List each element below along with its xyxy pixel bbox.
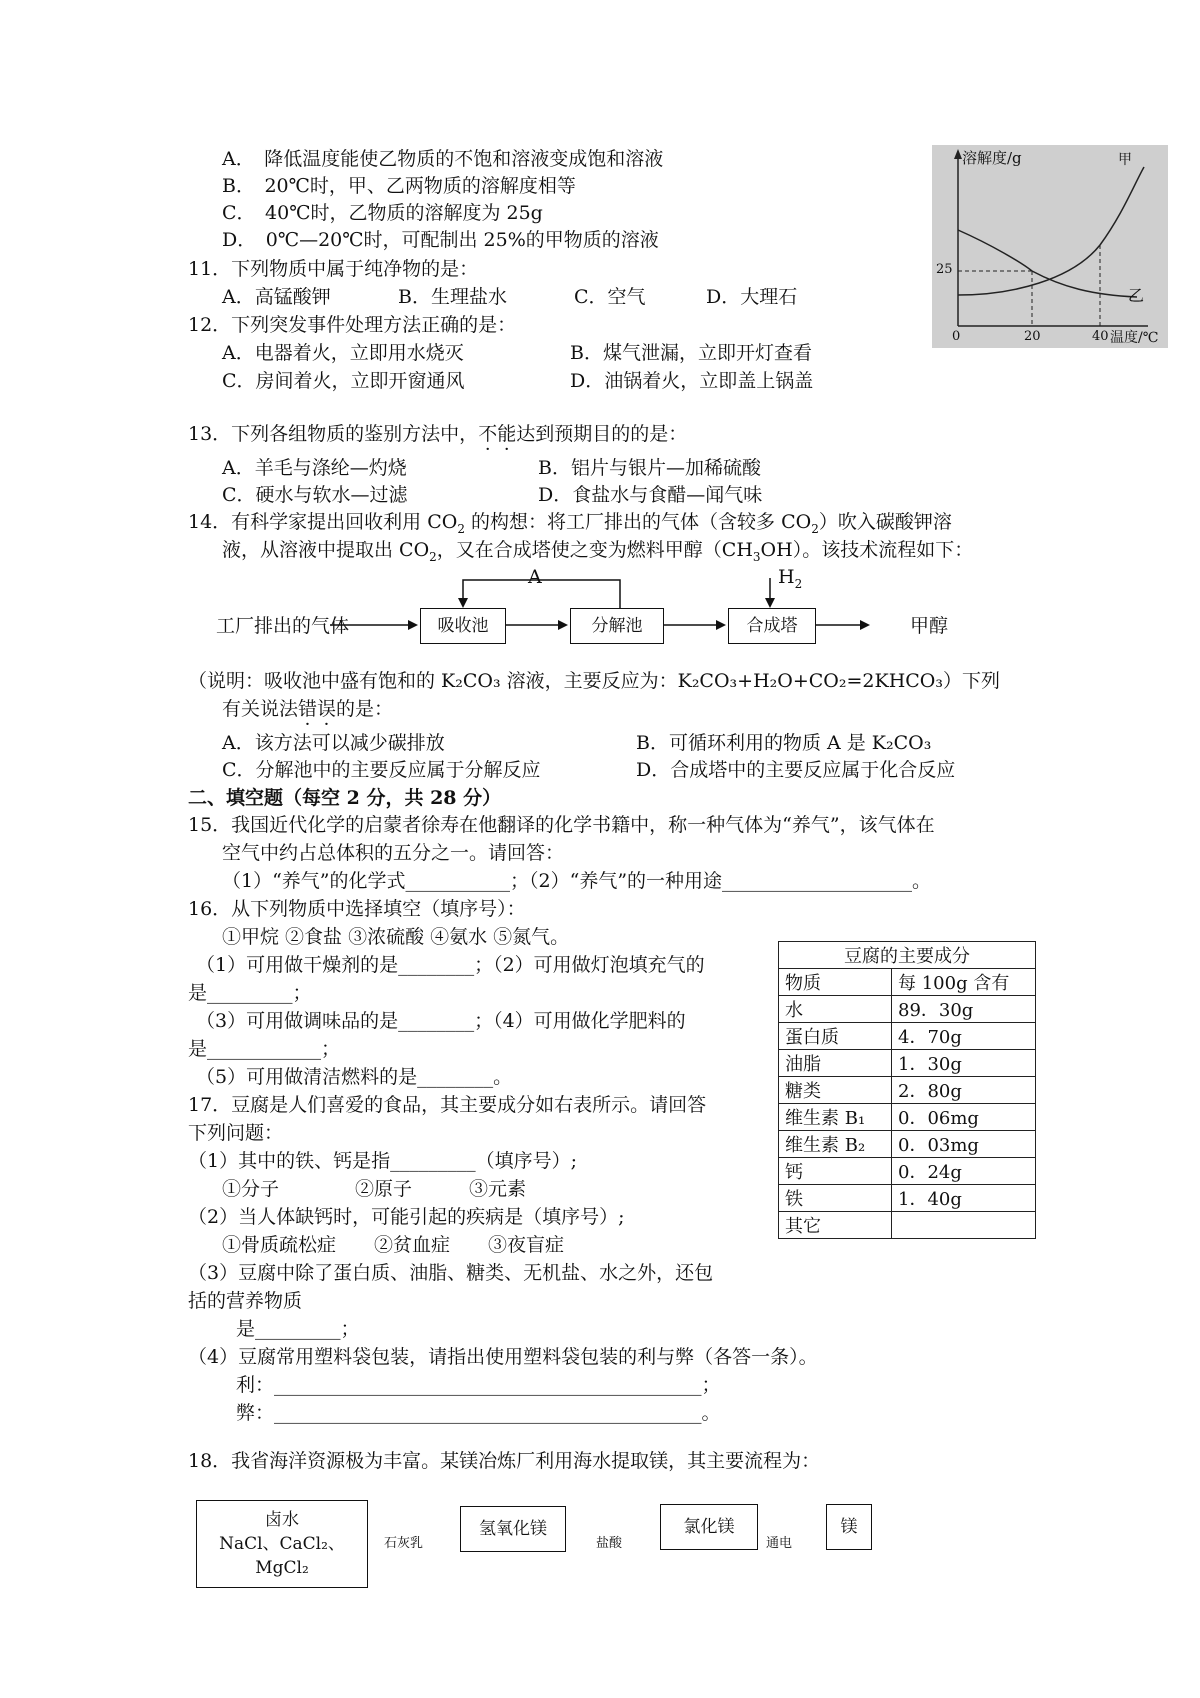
q11-option-b: B．生理盐水 <box>398 286 507 308</box>
table-row: 油脂 1．30g <box>779 1050 1036 1077</box>
q17-line10: （4）豆腐常用塑料袋包装，请指出使用塑料袋包装的利与弊（各答一条）。 <box>188 1346 818 1368</box>
q12-option-b: B．煤气泄漏，立即开灯查看 <box>570 342 812 364</box>
q16-line1: （1）可用做干燥剂的是________；（2）可用做灯泡填充气的 <box>196 954 705 976</box>
curve-jia <box>958 167 1144 295</box>
q12-option-c: C．房间着火，立即开窗通风 <box>222 370 465 392</box>
q18-box-mg: 镁 <box>826 1504 872 1550</box>
q17-line4: ①分子 ②原子 ③元素 <box>222 1178 527 1200</box>
q18-box-mgcl2: 氯化镁 <box>660 1504 758 1550</box>
flow-recycle-label: A <box>528 566 542 588</box>
table-row: 水 89．30g <box>779 996 1036 1023</box>
q17-line1: 17．豆腐是人们喜爱的食品，其主要成分如右表所示。请回答 <box>188 1094 707 1116</box>
q13-stem: 13．下列各组物质的鉴别方法中，不能达到预期目的的是： <box>188 423 688 445</box>
q15-line3: （1）“养气”的化学式___________；（2）“养气”的一种用途____________________。 <box>222 870 932 892</box>
graph-xtick-20: 20 <box>1024 329 1041 344</box>
q12-stem: 12．下列突发事件处理方法正确的是： <box>188 314 517 336</box>
q10-option-b: B． 20℃时，甲、乙两物质的溶解度相等 <box>222 175 576 197</box>
q17-line2: 下列问题： <box>188 1122 284 1144</box>
q10-option-d: D． 0℃—20℃时，可配制出 25%的甲物质的溶液 <box>222 229 659 251</box>
q15-line2: 空气中约占总体积的五分之一。请回答： <box>222 842 565 864</box>
table-row: 其它 <box>779 1212 1036 1239</box>
solubility-graph <box>932 145 1168 348</box>
y-axis-arrow <box>954 149 962 159</box>
q17-line5: （2）当人体缺钙时，可能引起的疾病是（填序号）; <box>188 1206 625 1228</box>
q16-line2: 是_________； <box>188 982 312 1004</box>
brine-line2: NaCl、CaCl₂、 <box>219 1534 345 1554</box>
q14-note1: （说明：吸收池中盛有饱和的 K₂CO₃ 溶液，主要反应为：K₂CO₃+H₂O+CO₂=2KHCO₃）下列 <box>188 670 1001 692</box>
flow-source: 工厂排出的气体 <box>216 615 350 637</box>
graph-xtick-0: 0 <box>952 329 961 344</box>
q16-line5: （5）可用做清洁燃料的是________。 <box>196 1066 513 1088</box>
q16-line3: （3）可用做调味品的是________；（4）可用做化学肥料的 <box>196 1010 686 1032</box>
q10-option-c: C． 40℃时，乙物质的溶解度为 25g <box>222 202 543 224</box>
table-row: 蛋白质 4．70g <box>779 1023 1036 1050</box>
brine-line3: MgCl₂ <box>255 1558 309 1578</box>
q17-line12: 弊：_____________________________________________。 <box>236 1402 721 1424</box>
graph-xtick-40: 40 <box>1092 329 1109 344</box>
table-row: 维生素 B₂ 0．03mg <box>779 1131 1036 1158</box>
q18-arrow-label-electrolysis: 通电 <box>766 1536 793 1551</box>
q17-line8: 括的营养物质 <box>188 1290 303 1312</box>
q16-items: ①甲烷 ②食盐 ③浓硫酸 ④氨水 ⑤氮气。 <box>222 926 570 948</box>
q10-option-a: A． 降低温度能使乙物质的不饱和溶液变成饱和溶液 <box>222 148 664 170</box>
q13-option-c: C．硬水与软水—过滤 <box>222 484 408 506</box>
q17-line11: 利：_____________________________________________； <box>236 1374 721 1396</box>
q17-line7: （3）豆腐中除了蛋白质、油脂、糖类、无机盐、水之外，还包 <box>188 1262 714 1284</box>
table-row: 维生素 B₁ 0．06mg <box>779 1104 1036 1131</box>
q17-line3: （1）其中的铁、钙是指_________（填序号）; <box>188 1150 577 1172</box>
q14-option-a: A．该方法可以减少碳排放 <box>222 732 445 754</box>
q12-option-d: D．油锅着火，立即盖上锅盖 <box>570 370 814 392</box>
q14-note2: 有关说法错误的是： <box>222 698 394 720</box>
table-row: 铁 1．40g <box>779 1185 1036 1212</box>
q14-option-b: B．可循环利用的物质 A 是 K₂CO₃ <box>636 732 932 754</box>
q13-option-b: B．铝片与银片—加稀硫酸 <box>538 457 761 479</box>
q11-stem: 11．下列物质中属于纯净物的是： <box>188 258 479 280</box>
q18-arrow-label-hcl: 盐酸 <box>596 1536 623 1551</box>
table-row: 糖类 2．80g <box>779 1077 1036 1104</box>
graph-xlabel: 温度/℃ <box>1110 330 1159 346</box>
q14-line1: 14．有科学家提出回收利用 $CO_2$ 的构想：将工厂排出的气体（含较多 $CO_2$）吹入碳酸钾溶 <box>188 511 952 536</box>
q13-option-a: A．羊毛与涤纶—灼烧 <box>222 457 407 479</box>
flow-product: 甲醇 <box>910 615 949 637</box>
q12-option-a: A．电器着火，立即用水烧灭 <box>222 342 464 364</box>
q14-option-c: C．分解池中的主要反应属于分解反应 <box>222 759 541 781</box>
curve-yi <box>958 230 1137 297</box>
q11-option-d: D．大理石 <box>706 286 798 308</box>
graph-curve-yi-label: 乙 <box>1128 286 1145 305</box>
graph-curve-jia-label: 甲 <box>1118 152 1132 168</box>
tofu-composition-table <box>778 941 1036 1239</box>
table-header-cell: 物质 <box>779 969 892 996</box>
graph-ylabel: 溶解度/g <box>962 149 1022 167</box>
q16-line4: 是____________； <box>188 1038 341 1060</box>
q18-arrow-label-limemilk: 石灰乳 <box>384 1536 424 1551</box>
q16-stem: 16．从下列物质中选择填空（填序号）： <box>188 898 526 920</box>
q15-line1: 15．我国近代化学的启蒙者徐寿在他翻译的化学书籍中，称一种气体为“养气”，该气体在 <box>188 814 935 836</box>
q14-option-d: D．合成塔中的主要反应属于化合反应 <box>636 759 956 781</box>
q17-line9: 是_________； <box>236 1318 360 1340</box>
q13-option-d: D．食盐水与食醋—闻气味 <box>538 484 763 506</box>
table-row: 钙 0．24g <box>779 1158 1036 1185</box>
q18-box-brine <box>196 1500 368 1588</box>
section2-heading: 二、填空题（每空 2 分，共 28 分） <box>188 787 502 809</box>
q18-box-mgoh2: 氢氧化镁 <box>460 1506 566 1552</box>
flow-h2-label: $H_2$ <box>778 566 803 591</box>
flow-decompose-box: 分解池 <box>570 608 664 644</box>
q11-option-a: A．高锰酸钾 <box>222 286 331 308</box>
flow-synth-box: 合成塔 <box>728 608 816 644</box>
q14-line2: 液，从溶液中提取出 $CO_2$，又在合成塔使之变为燃料甲醇$(CH_3OH)$。该技术流程如下： <box>222 539 974 564</box>
q11-option-c: C．空气 <box>574 286 646 308</box>
q18-stem: 18．我省海洋资源极为丰富。某镁冶炼厂利用海水提取镁，其主要流程为： <box>188 1450 821 1472</box>
table-header-cell: 每 100g 含有 <box>892 969 1036 996</box>
table-title: 豆腐的主要成分 <box>779 942 1036 969</box>
q17-line6: ①骨质疏松症 ②贫血症 ③夜盲症 <box>222 1234 565 1256</box>
flow-absorb-box: 吸收池 <box>420 608 506 644</box>
brine-title: 卤水 <box>265 1510 299 1530</box>
graph-ytick-25: 25 <box>936 262 953 277</box>
